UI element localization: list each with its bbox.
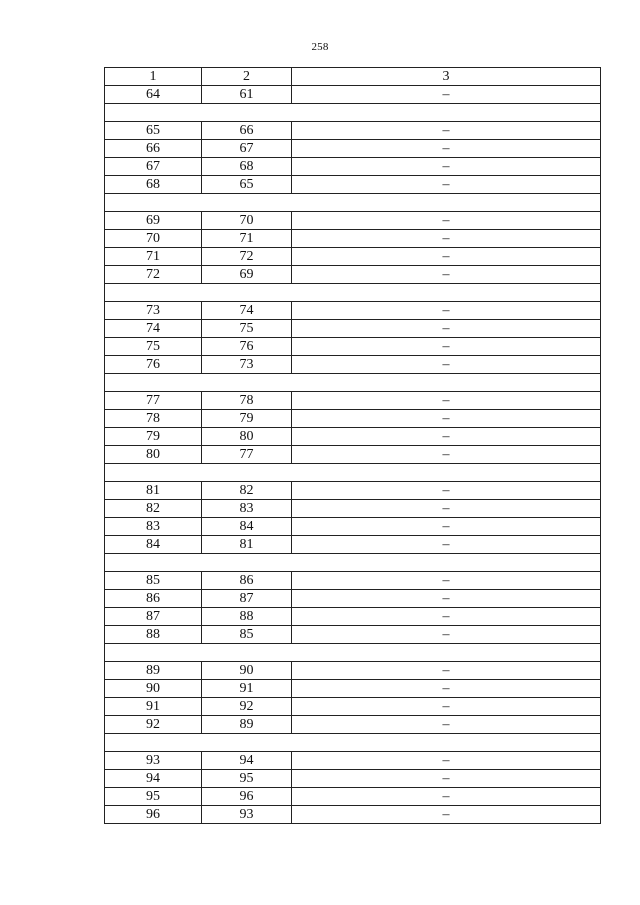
table-row	[105, 482, 601, 500]
table-row	[105, 212, 601, 230]
separator-cell	[105, 284, 601, 302]
table-row	[105, 410, 601, 428]
table-row	[105, 356, 601, 374]
table-cell-col-1: 92	[105, 716, 202, 734]
table-cell-col-1: 67	[105, 158, 202, 176]
table-cell-col-3: –	[292, 680, 601, 698]
separator-cell	[105, 644, 601, 662]
table-cell-col-3: –	[292, 176, 601, 194]
table-cell-col-2: 78	[202, 392, 292, 410]
table-cell-col-2: 65	[202, 176, 292, 194]
table-row	[105, 626, 601, 644]
table-cell-col-2: 83	[202, 500, 292, 518]
table-row	[105, 698, 601, 716]
table-cell-col-2: 76	[202, 338, 292, 356]
table-cell-col-3: –	[292, 230, 601, 248]
table-row	[105, 428, 601, 446]
table-cell-col-2: 84	[202, 518, 292, 536]
group-separator-row	[105, 104, 601, 122]
table-cell-col-3: –	[292, 86, 601, 104]
table-cell-col-3: –	[292, 536, 601, 554]
table-row	[105, 662, 601, 680]
table-cell-col-1: 65	[105, 122, 202, 140]
table-cell-col-3: –	[292, 608, 601, 626]
column-header-3: 3	[292, 68, 601, 86]
table-row	[105, 338, 601, 356]
table-cell-col-2: 77	[202, 446, 292, 464]
table-cell-col-1: 94	[105, 770, 202, 788]
table-cell-col-3: –	[292, 770, 601, 788]
table-row	[105, 230, 601, 248]
table-row	[105, 680, 601, 698]
separator-cell	[105, 734, 601, 752]
table-cell-col-1: 93	[105, 752, 202, 770]
table-cell-col-3: –	[292, 392, 601, 410]
table-body	[105, 86, 601, 824]
table-cell-col-3: –	[292, 518, 601, 536]
table-cell-col-2: 87	[202, 590, 292, 608]
table-cell-col-2: 81	[202, 536, 292, 554]
table-cell-col-3: –	[292, 212, 601, 230]
separator-cell	[105, 374, 601, 392]
table-cell-col-3: –	[292, 626, 601, 644]
table-cell-col-3: –	[292, 428, 601, 446]
table-cell-col-2: 67	[202, 140, 292, 158]
table-cell-col-3: –	[292, 446, 601, 464]
table-cell-col-1: 73	[105, 302, 202, 320]
column-header-2: 2	[202, 68, 292, 86]
table-cell-col-1: 78	[105, 410, 202, 428]
table-cell-col-2: 80	[202, 428, 292, 446]
group-separator-row	[105, 734, 601, 752]
group-separator-row	[105, 284, 601, 302]
table-cell-col-1: 80	[105, 446, 202, 464]
table-cell-col-1: 70	[105, 230, 202, 248]
group-separator-row	[105, 554, 601, 572]
table-cell-col-1: 88	[105, 626, 202, 644]
data-table	[104, 67, 601, 824]
table-cell-col-2: 85	[202, 626, 292, 644]
table-row	[105, 770, 601, 788]
table-cell-col-1: 85	[105, 572, 202, 590]
table-cell-col-1: 83	[105, 518, 202, 536]
table-cell-col-3: –	[292, 662, 601, 680]
table-row	[105, 806, 601, 824]
table-row	[105, 752, 601, 770]
table-cell-col-1: 96	[105, 806, 202, 824]
table-row	[105, 608, 601, 626]
table-cell-col-1: 64	[105, 86, 202, 104]
table-cell-col-2: 92	[202, 698, 292, 716]
table-cell-col-3: –	[292, 572, 601, 590]
table-cell-col-2: 79	[202, 410, 292, 428]
table-cell-col-3: –	[292, 752, 601, 770]
table-cell-col-1: 89	[105, 662, 202, 680]
table-row	[105, 518, 601, 536]
page-number: 258	[311, 41, 329, 53]
table-row	[105, 716, 601, 734]
table-cell-col-1: 77	[105, 392, 202, 410]
table-row	[105, 590, 601, 608]
table-cell-col-1: 68	[105, 176, 202, 194]
table-cell-col-1: 95	[105, 788, 202, 806]
table-cell-col-2: 74	[202, 302, 292, 320]
table-row	[105, 788, 601, 806]
table-cell-col-1: 86	[105, 590, 202, 608]
table-cell-col-2: 61	[202, 86, 292, 104]
separator-cell	[105, 104, 601, 122]
table-cell-col-3: –	[292, 158, 601, 176]
table-cell-col-1: 66	[105, 140, 202, 158]
table-cell-col-2: 73	[202, 356, 292, 374]
table-row	[105, 86, 601, 104]
group-separator-row	[105, 464, 601, 482]
table-cell-col-3: –	[292, 410, 601, 428]
table-cell-col-2: 72	[202, 248, 292, 266]
table-row	[105, 176, 601, 194]
table-cell-col-1: 76	[105, 356, 202, 374]
table-row	[105, 122, 601, 140]
table-row	[105, 158, 601, 176]
table-cell-col-3: –	[292, 302, 601, 320]
table-row	[105, 500, 601, 518]
group-separator-row	[105, 194, 601, 212]
table-cell-col-3: –	[292, 590, 601, 608]
table-row	[105, 266, 601, 284]
table-cell-col-2: 66	[202, 122, 292, 140]
separator-cell	[105, 464, 601, 482]
table-cell-col-2: 96	[202, 788, 292, 806]
group-separator-row	[105, 644, 601, 662]
table-cell-col-3: –	[292, 806, 601, 824]
table-cell-col-1: 91	[105, 698, 202, 716]
separator-cell	[105, 554, 601, 572]
table-cell-col-3: –	[292, 338, 601, 356]
table-cell-col-2: 75	[202, 320, 292, 338]
table-cell-col-2: 94	[202, 752, 292, 770]
table-cell-col-3: –	[292, 788, 601, 806]
table-cell-col-3: –	[292, 266, 601, 284]
table-cell-col-1: 81	[105, 482, 202, 500]
table-cell-col-1: 82	[105, 500, 202, 518]
table-header-row	[105, 68, 601, 86]
table-cell-col-1: 75	[105, 338, 202, 356]
separator-cell	[105, 194, 601, 212]
table-cell-col-3: –	[292, 320, 601, 338]
table-cell-col-1: 74	[105, 320, 202, 338]
table-cell-col-1: 90	[105, 680, 202, 698]
table-cell-col-3: –	[292, 248, 601, 266]
table-cell-col-3: –	[292, 356, 601, 374]
table-cell-col-2: 69	[202, 266, 292, 284]
table-cell-col-2: 90	[202, 662, 292, 680]
table-cell-col-1: 72	[105, 266, 202, 284]
table-cell-col-1: 84	[105, 536, 202, 554]
table-cell-col-3: –	[292, 698, 601, 716]
table-cell-col-2: 68	[202, 158, 292, 176]
table-row	[105, 302, 601, 320]
table-row	[105, 536, 601, 554]
table-cell-col-2: 95	[202, 770, 292, 788]
table-cell-col-3: –	[292, 716, 601, 734]
table-cell-col-3: –	[292, 500, 601, 518]
table-cell-col-2: 93	[202, 806, 292, 824]
table-row	[105, 320, 601, 338]
group-separator-row	[105, 374, 601, 392]
table-cell-col-3: –	[292, 122, 601, 140]
table-cell-col-1: 87	[105, 608, 202, 626]
table-cell-col-1: 71	[105, 248, 202, 266]
table-row	[105, 248, 601, 266]
table-row	[105, 446, 601, 464]
table-row	[105, 140, 601, 158]
table-cell-col-2: 82	[202, 482, 292, 500]
table-cell-col-2: 70	[202, 212, 292, 230]
table-cell-col-3: –	[292, 140, 601, 158]
table-cell-col-2: 86	[202, 572, 292, 590]
table-cell-col-2: 88	[202, 608, 292, 626]
table-cell-col-2: 91	[202, 680, 292, 698]
table-cell-col-3: –	[292, 482, 601, 500]
table-cell-col-2: 71	[202, 230, 292, 248]
table-cell-col-1: 79	[105, 428, 202, 446]
table-row	[105, 572, 601, 590]
table-row	[105, 392, 601, 410]
table-cell-col-1: 69	[105, 212, 202, 230]
table-cell-col-2: 89	[202, 716, 292, 734]
column-header-1: 1	[105, 68, 202, 86]
